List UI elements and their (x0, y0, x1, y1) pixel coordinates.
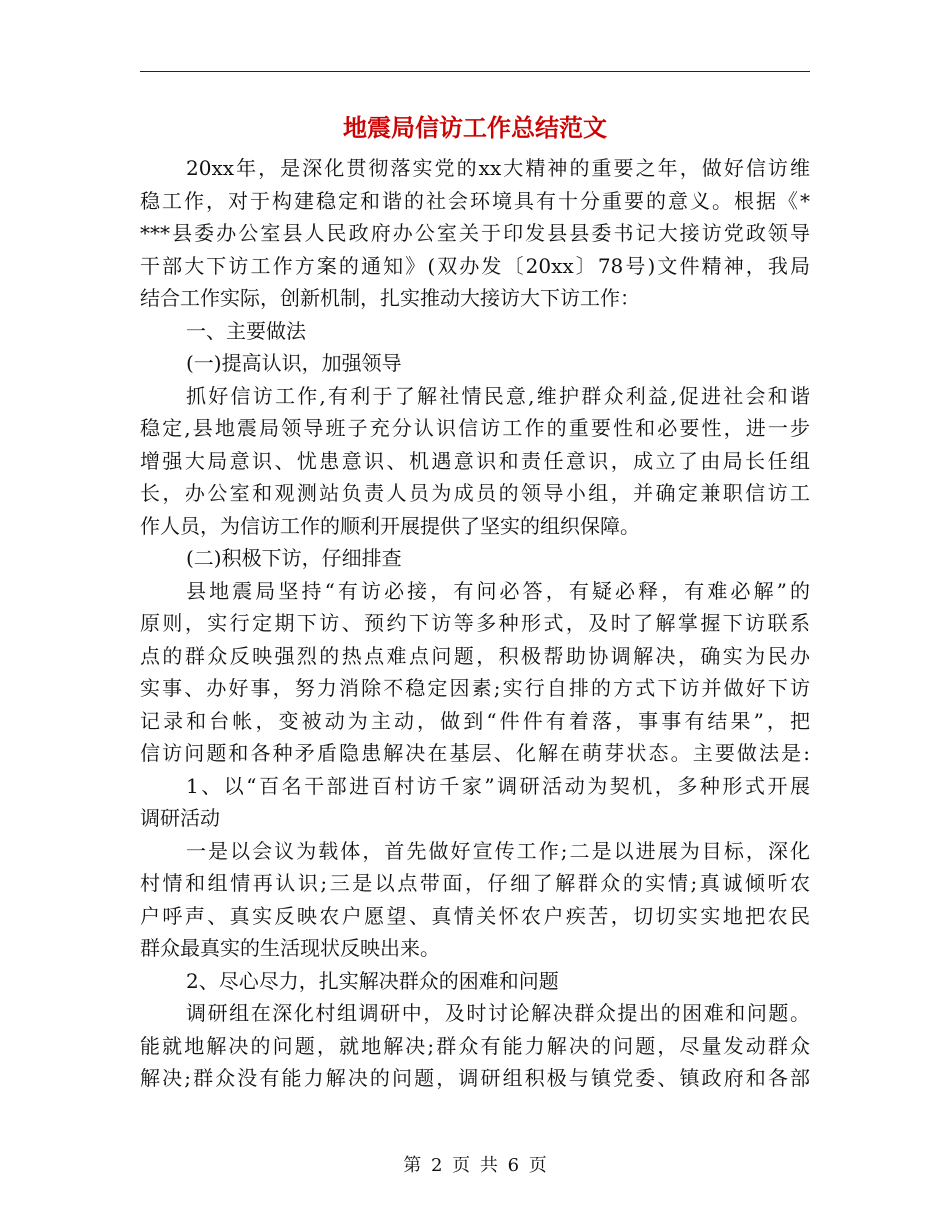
header-rule (140, 71, 810, 72)
body-line: 原则，实行定期下访、预约下访等多种形式，及时了解掌握下访联系 (140, 611, 810, 635)
body-line: 能就地解决的问题，就地解决;群众有能力解决的问题，尽量发动群众 (140, 1033, 810, 1058)
body-line: (一)提高认识，加强领导 (186, 351, 402, 375)
body-line: 一、主要做法 (186, 318, 306, 343)
body-line: 实事、办好事，努力消除不稳定因素;实行自排的方式下访并做好下访 (140, 676, 810, 700)
body-line: 2、尽心尽力，扎实解决群众的困难和问题 (186, 968, 559, 993)
body-line: 信访问题和各种矛盾隐患解决在基层、化解在萌芽状态。主要做法是: (140, 741, 810, 765)
body-line: ***县委办公室县人民政府办公室关于印发县县委书记大接访党政领导 (140, 221, 810, 245)
body-line: 稳定,县地震局领导班子充分认识信访工作的重要性和必要性，进一步 (140, 416, 810, 440)
body-line: 县地震局坚持“有访必接，有问必答，有疑必释，有难必解”的 (186, 578, 810, 603)
body-line: 抓好信访工作,有利于了解社情民意,维护群众利益,促进社会和谐 (186, 383, 810, 408)
body-line: 记录和台帐，变被动为主动，做到“件件有着落，事事有结果”，把 (140, 708, 810, 733)
body-line: 群众最真实的生活现状反映出来。 (140, 936, 440, 960)
body-line: 点的群众反映强烈的热点难点问题，积极帮助协调解决，确实为民办 (140, 643, 810, 668)
body-line: 稳工作，对于构建稳定和谐的社会环境具有十分重要的意义。根据《* (140, 188, 810, 213)
body-line: 20xx年，是深化贯彻落实党的xx大精神的重要之年，做好信访维 (186, 156, 810, 180)
body-line: 解决;群众没有能力解决的问题，调研组积极与镇党委、镇政府和各部 (140, 1066, 810, 1090)
body-line: 结合工作实际，创新机制，扎实推动大接访大下访工作： (140, 286, 640, 310)
body-line: 1、以“百名干部进百村访千家”调研活动为契机，多种形式开展 (186, 773, 810, 798)
body-line: 调研组在深化村组调研中，及时讨论解决群众提出的困难和问题。 (186, 1001, 810, 1025)
body-line: 村情和组情再认识;三是以点带面，仔细了解群众的实情;真诚倾听农 (140, 871, 810, 895)
body-line: 干部大下访工作方案的通知》(双办发〔20xx〕78号)文件精神，我局 (140, 253, 810, 278)
body-line: (二)积极下访，仔细排查 (186, 546, 402, 570)
body-line: 作人员，为信访工作的顺利开展提供了坚实的组织保障。 (140, 513, 640, 538)
document-body (140, 152, 810, 1095)
body-line: 一是以会议为载体，首先做好宣传工作;二是以进展为目标，深化 (186, 838, 810, 863)
body-line: 增强大局意识、忧患意识、机遇意识和责任意识，成立了由局长任组 (140, 448, 810, 473)
body-line: 调研活动 (140, 806, 220, 830)
body-line: 户呼声、真实反映农户愿望、真情关怀农户疾苦，切切实实地把农民 (140, 903, 810, 928)
body-line: 长，办公室和观测站负责人员为成员的领导小组，并确定兼职信访工 (140, 481, 810, 505)
page-footer: 第 2 页 共 6 页 (403, 1155, 547, 1176)
document-title: 地震局信访工作总结范文 (343, 114, 607, 142)
